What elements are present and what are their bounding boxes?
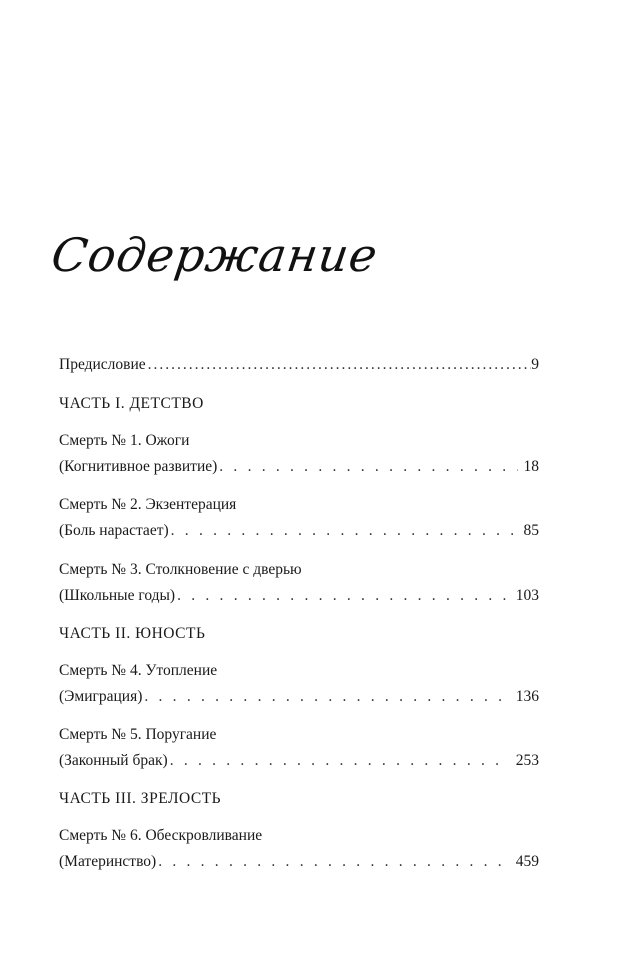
toc-entry-page: 103: [515, 587, 539, 604]
toc-entry-page: 18: [523, 458, 539, 475]
toc-entry-title: Смерть № 3. Столкновение с дверью: [59, 561, 302, 578]
toc-entry: [59, 751, 539, 771]
toc-entry-title: Смерть № 6. Обескровливание: [59, 827, 263, 844]
toc-entry: [59, 457, 539, 477]
toc-entry-title: Смерть № 4. Утопление: [59, 662, 218, 679]
toc-entry-label: (Законный брак): [59, 752, 168, 769]
toc-entry: [59, 852, 539, 872]
dot-leader: [144, 687, 509, 707]
toc-entry-page: 9: [531, 356, 539, 373]
dot-leader: [177, 586, 510, 606]
toc-entry-label: (Школьные годы): [59, 587, 176, 604]
toc-part-heading: ЧАСТЬ II. ЮНОСТЬ: [59, 625, 206, 642]
toc-entry-page: 253: [515, 752, 539, 769]
toc-heading: Содержание: [48, 228, 382, 282]
toc-part-heading: ЧАСТЬ III. ЗРЕЛОСТЬ: [59, 790, 222, 807]
toc-entry-label: (Материнство): [59, 853, 157, 870]
toc-entry-label: (Когнитивное развитие): [59, 458, 218, 475]
dot-leader: [171, 521, 518, 541]
toc-entry-title: Смерть № 1. Ожоги: [59, 432, 190, 449]
toc-entry-page: 136: [515, 688, 539, 705]
toc-entry-page: 85: [523, 522, 539, 539]
toc-entry-page: 459: [515, 853, 539, 870]
dot-leader: [148, 355, 532, 375]
toc-entry-title: Смерть № 2. Экзентерация: [59, 496, 237, 513]
toc-entry-label: (Боль нарастает): [59, 522, 169, 539]
dot-leader: [158, 852, 510, 872]
toc-entry: [59, 586, 539, 606]
dot-leader: [170, 751, 510, 771]
toc-entry-preface: [59, 355, 539, 375]
toc-entry-title: Смерть № 5. Поругание: [59, 726, 217, 743]
toc-entry: [59, 687, 539, 707]
toc-entry: [59, 521, 539, 541]
dot-leader: [219, 457, 517, 477]
toc-part-heading: ЧАСТЬ I. ДЕТСТВО: [59, 395, 204, 412]
toc-entry-label: (Эмиграция): [59, 688, 143, 705]
toc-entry-label: Предисловие: [59, 356, 146, 373]
